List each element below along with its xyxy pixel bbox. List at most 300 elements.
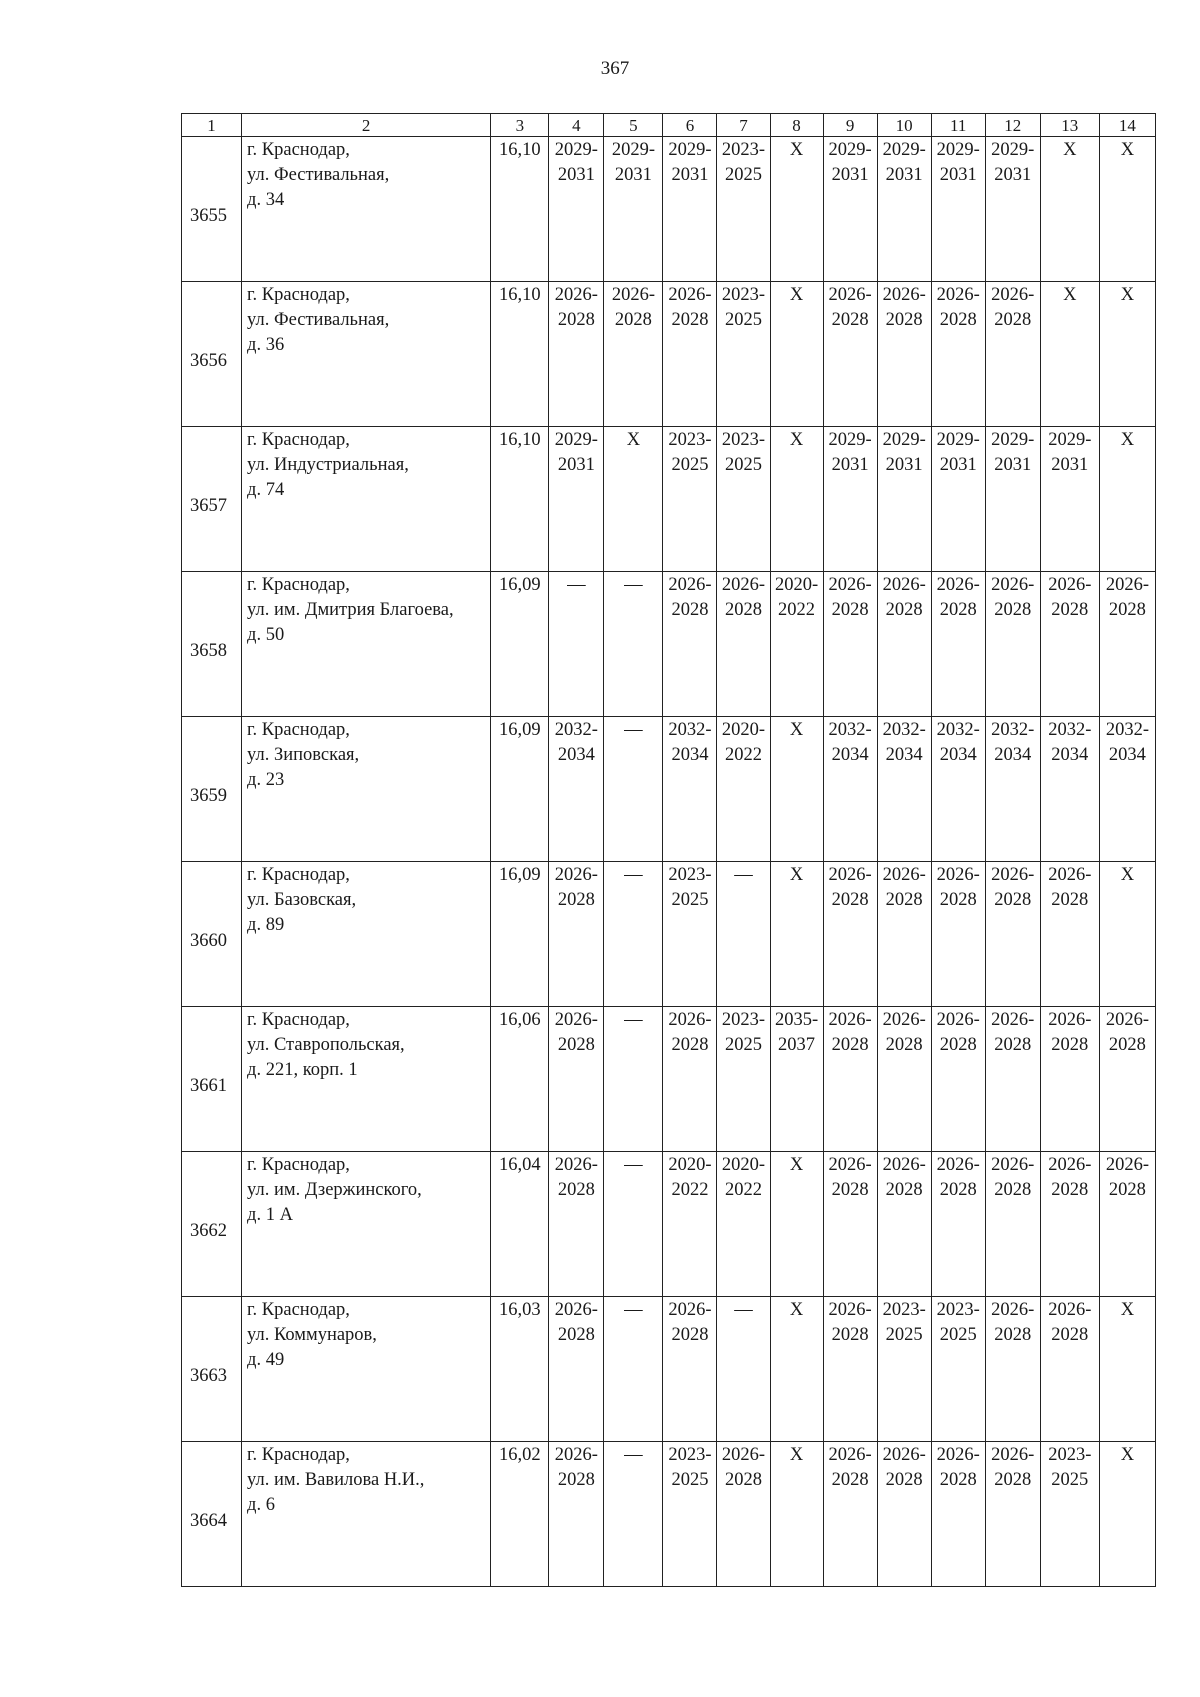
area-value: 16,09 — [491, 572, 549, 717]
address-line: д. 74 — [247, 480, 285, 500]
schedule-period: 2023- 2025 — [721, 140, 766, 185]
schedule-period: 2026- 2028 — [554, 1445, 598, 1490]
record-number: 3658 — [182, 572, 242, 717]
table-row — [182, 862, 1156, 1007]
schedule-period: 2032- 2034 — [828, 720, 872, 765]
schedule-period: X — [1063, 140, 1077, 160]
address-line: д. 221, корп. 1 — [247, 1060, 358, 1080]
schedule-cell-col-9 — [823, 282, 877, 427]
schedule-period: X — [789, 1445, 804, 1465]
record-number: 3657 — [182, 427, 242, 572]
schedule-cell-col-4 — [549, 137, 604, 282]
schedule-period: — — [734, 1300, 753, 1320]
schedule-period: 2026- 2028 — [882, 865, 926, 910]
schedule-cell-col-12 — [985, 1007, 1040, 1152]
address-line: ул. Ставропольская, — [247, 1035, 405, 1055]
schedule-period: 2026- 2028 — [991, 865, 1035, 910]
schedule-period: 2026- 2028 — [991, 1300, 1035, 1345]
schedule-cell-col-12 — [985, 1442, 1040, 1587]
schedule-period: 2026- 2028 — [611, 285, 655, 330]
address-line: д. 23 — [247, 770, 285, 790]
schedule-cell-col-5 — [604, 137, 663, 282]
schedule-period: X — [789, 1300, 804, 1320]
address-line: ул. Коммунаров, — [247, 1325, 377, 1345]
schedule-cell-col-8 — [770, 717, 823, 862]
schedule-period: 2026- 2028 — [554, 1010, 598, 1055]
address-line: д. 1 А — [247, 1205, 293, 1225]
schedule-cell-col-13 — [1040, 1442, 1099, 1587]
schedule-period: 2026- 2028 — [828, 1155, 872, 1200]
schedule-cell-col-5 — [604, 282, 663, 427]
schedule-cell-col-8 — [770, 1152, 823, 1297]
schedule-period: 2029- 2031 — [991, 140, 1035, 185]
schedule-cell-col-4 — [549, 427, 604, 572]
schedule-cell-col-4 — [549, 717, 604, 862]
address-line: ул. Базовская, — [247, 890, 357, 910]
schedule-period: 2026- 2028 — [882, 575, 926, 620]
schedule-cell-col-13 — [1040, 862, 1099, 1007]
schedule-cell-col-13 — [1040, 1007, 1099, 1152]
schedule-period: 2026- 2028 — [882, 1155, 926, 1200]
address-line: д. 89 — [247, 915, 285, 935]
schedule-period: 2023- 2025 — [668, 865, 712, 910]
building-address — [242, 137, 491, 282]
schedule-period: X — [789, 430, 804, 450]
schedule-cell-col-7 — [717, 427, 770, 572]
schedule-cell-col-6 — [663, 1442, 717, 1587]
schedule-period: 2026- 2028 — [936, 1155, 980, 1200]
schedule-cell-col-14 — [1099, 1007, 1155, 1152]
schedule-cell-col-6 — [663, 1007, 717, 1152]
schedule-period: 2026- 2028 — [554, 285, 598, 330]
address-line: д. 6 — [247, 1495, 275, 1515]
schedule-period: X — [1120, 1445, 1135, 1465]
schedule-cell-col-14 — [1099, 717, 1155, 862]
schedule-period: 2026- 2028 — [1105, 1155, 1149, 1200]
schedule-period: 2026- 2028 — [1105, 575, 1149, 620]
address-line: д. 34 — [247, 190, 285, 210]
schedule-period: 2026- 2028 — [1105, 1010, 1149, 1055]
building-address — [242, 282, 491, 427]
schedule-cell-col-14 — [1099, 1442, 1155, 1587]
building-address — [242, 717, 491, 862]
schedule-period: 2032- 2034 — [668, 720, 712, 765]
schedule-period: 2026- 2028 — [554, 1300, 598, 1345]
record-number: 3664 — [182, 1442, 242, 1587]
schedule-cell-col-8 — [770, 427, 823, 572]
schedule-cell-col-11 — [931, 717, 985, 862]
schedule-period: — — [567, 575, 586, 595]
schedule-cell-col-13 — [1040, 1297, 1099, 1442]
schedule-period: 2026- 2028 — [721, 1445, 766, 1490]
schedule-cell-col-7 — [717, 717, 770, 862]
schedule-period: X — [789, 865, 804, 885]
address-line: г. Краснодар, — [247, 720, 350, 740]
schedule-period: X — [789, 1155, 804, 1175]
schedule-cell-col-7 — [717, 572, 770, 717]
schedule-period: — — [624, 575, 643, 595]
address-line: д. 49 — [247, 1350, 285, 1370]
schedule-cell-col-6 — [663, 717, 717, 862]
schedule-cell-col-13 — [1040, 572, 1099, 717]
schedule-cell-col-12 — [985, 282, 1040, 427]
column-header-7: 7 — [717, 114, 770, 137]
schedule-period: — — [624, 720, 643, 740]
address-line: ул. Фестивальная, — [247, 165, 390, 185]
schedule-period: 2026- 2028 — [554, 865, 598, 910]
schedule-cell-col-13 — [1040, 717, 1099, 862]
schedule-cell-col-4 — [549, 862, 604, 1007]
schedule-cell-col-10 — [877, 1007, 931, 1152]
schedule-cell-col-5 — [604, 862, 663, 1007]
building-address — [242, 1297, 491, 1442]
schedule-cell-col-11 — [931, 1297, 985, 1442]
schedule-period: 2026- 2028 — [1048, 1300, 1092, 1345]
schedule-period: 2026- 2028 — [554, 1155, 598, 1200]
schedule-period: 2029- 2031 — [882, 140, 926, 185]
table-body — [182, 137, 1156, 1587]
schedule-period: X — [789, 140, 804, 160]
schedule-cell-col-13 — [1040, 1152, 1099, 1297]
schedule-cell-col-9 — [823, 427, 877, 572]
address-line: г. Краснодар, — [247, 865, 350, 885]
schedule-cell-col-7 — [717, 1442, 770, 1587]
record-number: 3659 — [182, 717, 242, 862]
schedule-cell-col-12 — [985, 717, 1040, 862]
schedule-cell-col-14 — [1099, 572, 1155, 717]
schedule-period: 2026- 2028 — [991, 1155, 1035, 1200]
schedule-cell-col-6 — [663, 862, 717, 1007]
schedule-period: 2026- 2028 — [882, 1445, 926, 1490]
schedule-cell-col-4 — [549, 1007, 604, 1152]
building-address — [242, 862, 491, 1007]
table-row — [182, 1442, 1156, 1587]
column-header-10: 10 — [877, 114, 931, 137]
schedule-period: 2023- 2025 — [882, 1300, 926, 1345]
table-row — [182, 1007, 1156, 1152]
address-line: г. Краснодар, — [247, 140, 350, 160]
area-value: 16,10 — [491, 137, 549, 282]
record-number: 3661 — [182, 1007, 242, 1152]
schedule-cell-col-8 — [770, 572, 823, 717]
schedule-cell-col-14 — [1099, 1297, 1155, 1442]
schedule-period: 2026- 2028 — [991, 285, 1035, 330]
schedule-period: 2026- 2028 — [882, 1010, 926, 1055]
schedule-cell-col-5 — [604, 1297, 663, 1442]
schedule-period: — — [734, 865, 753, 885]
schedule-cell-col-9 — [823, 137, 877, 282]
record-number: 3656 — [182, 282, 242, 427]
schedule-period: 2026- 2028 — [936, 1445, 980, 1490]
schedule-period: 2035- 2037 — [774, 1010, 819, 1055]
address-line: ул. Фестивальная, — [247, 310, 390, 330]
schedule-period: 2020- 2022 — [668, 1155, 712, 1200]
schedule-period: 2029- 2031 — [936, 430, 980, 475]
schedule-period: 2029- 2031 — [611, 140, 655, 185]
schedule-cell-col-8 — [770, 137, 823, 282]
table-row — [182, 427, 1156, 572]
table-row — [182, 717, 1156, 862]
schedule-cell-col-5 — [604, 1442, 663, 1587]
column-header-13: 13 — [1040, 114, 1099, 137]
schedule-period: 2020- 2022 — [721, 1155, 766, 1200]
schedule-period: — — [624, 1010, 643, 1030]
schedule-cell-col-12 — [985, 427, 1040, 572]
schedule-period: 2026- 2028 — [1048, 865, 1092, 910]
area-value: 16,03 — [491, 1297, 549, 1442]
schedule-cell-col-14 — [1099, 1152, 1155, 1297]
area-value: 16,06 — [491, 1007, 549, 1152]
schedule-cell-col-7 — [717, 862, 770, 1007]
schedule-period: X — [1120, 285, 1135, 305]
schedule-period: 2026- 2028 — [828, 575, 872, 620]
schedule-cell-col-8 — [770, 282, 823, 427]
schedule-period: 2026- 2028 — [936, 285, 980, 330]
schedule-period: 2026- 2028 — [721, 575, 766, 620]
schedule-period: 2029- 2031 — [991, 430, 1035, 475]
schedule-period: 2029- 2031 — [882, 430, 926, 475]
schedule-cell-col-10 — [877, 427, 931, 572]
schedule-cell-col-12 — [985, 137, 1040, 282]
schedule-cell-col-13 — [1040, 427, 1099, 572]
address-line: г. Краснодар, — [247, 285, 350, 305]
schedule-period: — — [624, 1300, 643, 1320]
schedule-period: 2023- 2025 — [721, 1010, 766, 1055]
schedule-period: 2026- 2028 — [991, 1445, 1035, 1490]
schedule-cell-col-11 — [931, 572, 985, 717]
schedule-cell-col-7 — [717, 1007, 770, 1152]
schedule-period: 2029- 2031 — [1048, 430, 1092, 475]
column-header-1: 1 — [182, 114, 242, 137]
schedule-cell-col-7 — [717, 1152, 770, 1297]
column-header-14: 14 — [1099, 114, 1155, 137]
schedule-cell-col-8 — [770, 1007, 823, 1152]
schedule-cell-col-14 — [1099, 137, 1155, 282]
schedule-cell-col-5 — [604, 572, 663, 717]
page-number: 367 — [600, 58, 630, 79]
address-line: ул. Зиповская, — [247, 745, 360, 765]
schedule-cell-col-9 — [823, 717, 877, 862]
schedule-period: X — [626, 430, 641, 450]
schedule-period: 2026- 2028 — [668, 1300, 712, 1345]
schedule-period: 2026- 2028 — [668, 575, 712, 620]
schedule-period: 2029- 2031 — [554, 430, 598, 475]
schedule-period: 2026- 2028 — [991, 1010, 1035, 1055]
schedule-cell-col-7 — [717, 282, 770, 427]
header-row — [182, 114, 1156, 137]
column-header-9: 9 — [823, 114, 877, 137]
column-header-6: 6 — [663, 114, 717, 137]
schedule-period: X — [1120, 1300, 1135, 1320]
column-header-8: 8 — [770, 114, 823, 137]
schedule-cell-col-12 — [985, 572, 1040, 717]
schedule-cell-col-6 — [663, 1297, 717, 1442]
schedule-cell-col-4 — [549, 1297, 604, 1442]
schedule-period: 2023- 2025 — [721, 430, 766, 475]
schedule-cell-col-5 — [604, 1007, 663, 1152]
housing-repair-schedule-table — [181, 113, 1156, 1587]
schedule-cell-col-8 — [770, 1297, 823, 1442]
building-address — [242, 572, 491, 717]
schedule-period: X — [1120, 430, 1135, 450]
schedule-cell-col-13 — [1040, 137, 1099, 282]
schedule-cell-col-10 — [877, 282, 931, 427]
building-address — [242, 427, 491, 572]
area-value: 16,09 — [491, 862, 549, 1007]
area-value: 16,10 — [491, 282, 549, 427]
column-header-5: 5 — [604, 114, 663, 137]
schedule-cell-col-11 — [931, 1152, 985, 1297]
address-line: г. Краснодар, — [247, 575, 350, 595]
schedule-cell-col-9 — [823, 572, 877, 717]
area-value: 16,10 — [491, 427, 549, 572]
schedule-period: X — [789, 285, 804, 305]
schedule-cell-col-4 — [549, 1442, 604, 1587]
schedule-period: X — [789, 720, 804, 740]
building-address — [242, 1152, 491, 1297]
schedule-cell-col-7 — [717, 1297, 770, 1442]
schedule-cell-col-5 — [604, 717, 663, 862]
schedule-cell-col-8 — [770, 862, 823, 1007]
schedule-cell-col-9 — [823, 1007, 877, 1152]
schedule-cell-col-10 — [877, 1152, 931, 1297]
schedule-cell-col-14 — [1099, 427, 1155, 572]
schedule-period: 2029- 2031 — [828, 430, 872, 475]
schedule-cell-col-10 — [877, 1297, 931, 1442]
schedule-period: 2023- 2025 — [668, 1445, 712, 1490]
schedule-period: 2032- 2034 — [936, 720, 980, 765]
schedule-cell-col-8 — [770, 1442, 823, 1587]
schedule-cell-col-5 — [604, 427, 663, 572]
schedule-cell-col-10 — [877, 572, 931, 717]
schedule-period: 2026- 2028 — [668, 1010, 712, 1055]
schedule-period: 2026- 2028 — [1048, 575, 1092, 620]
schedule-cell-col-12 — [985, 1152, 1040, 1297]
schedule-period: 2032- 2034 — [1105, 720, 1149, 765]
schedule-period: 2026- 2028 — [882, 285, 926, 330]
address-line: г. Краснодар, — [247, 1445, 350, 1465]
schedule-period: 2023- 2025 — [936, 1300, 980, 1345]
schedule-cell-col-14 — [1099, 282, 1155, 427]
schedule-cell-col-11 — [931, 137, 985, 282]
column-header-12: 12 — [985, 114, 1040, 137]
address-line: д. 36 — [247, 335, 285, 355]
table-row — [182, 1152, 1156, 1297]
table-row — [182, 572, 1156, 717]
schedule-period: X — [1120, 140, 1135, 160]
schedule-period: 2026- 2028 — [828, 285, 872, 330]
schedule-period: 2020- 2022 — [774, 575, 819, 620]
address-line: д. 50 — [247, 625, 285, 645]
area-value: 16,04 — [491, 1152, 549, 1297]
schedule-cell-col-11 — [931, 427, 985, 572]
building-address — [242, 1007, 491, 1152]
schedule-period: 2026- 2028 — [936, 575, 980, 620]
schedule-period: 2026- 2028 — [668, 285, 712, 330]
schedule-cell-col-11 — [931, 282, 985, 427]
schedule-cell-col-10 — [877, 717, 931, 862]
schedule-period: 2026- 2028 — [828, 865, 872, 910]
schedule-period: 2029- 2031 — [936, 140, 980, 185]
table-row — [182, 282, 1156, 427]
schedule-cell-col-6 — [663, 282, 717, 427]
column-header-4: 4 — [549, 114, 604, 137]
address-line: г. Краснодар, — [247, 430, 350, 450]
table-row — [182, 137, 1156, 282]
schedule-cell-col-12 — [985, 1297, 1040, 1442]
schedule-period: 2026- 2028 — [828, 1300, 872, 1345]
schedule-period: 2023- 2025 — [1048, 1445, 1092, 1490]
schedule-period: 2026- 2028 — [936, 1010, 980, 1055]
schedule-period: 2029- 2031 — [828, 140, 872, 185]
schedule-cell-col-11 — [931, 1442, 985, 1587]
schedule-period: 2026- 2028 — [1048, 1010, 1092, 1055]
address-line: г. Краснодар, — [247, 1155, 350, 1175]
schedule-period: X — [1120, 865, 1135, 885]
schedule-cell-col-5 — [604, 1152, 663, 1297]
schedule-cell-col-4 — [549, 1152, 604, 1297]
schedule-cell-col-4 — [549, 572, 604, 717]
address-line: г. Краснодар, — [247, 1300, 350, 1320]
schedule-period: 2020- 2022 — [721, 720, 766, 765]
schedule-cell-col-6 — [663, 1152, 717, 1297]
address-line: ул. им. Дмитрия Благоева, — [247, 600, 454, 620]
building-address — [242, 1442, 491, 1587]
schedule-period: 2032- 2034 — [882, 720, 926, 765]
address-line: ул. им. Вавилова Н.И., — [247, 1470, 425, 1490]
schedule-period: 2026- 2028 — [936, 865, 980, 910]
schedule-period: 2032- 2034 — [1048, 720, 1092, 765]
schedule-cell-col-14 — [1099, 862, 1155, 1007]
schedule-period: 2029- 2031 — [554, 140, 598, 185]
area-value: 16,02 — [491, 1442, 549, 1587]
schedule-period: 2032- 2034 — [991, 720, 1035, 765]
record-number: 3660 — [182, 862, 242, 1007]
schedule-cell-col-10 — [877, 862, 931, 1007]
schedule-cell-col-10 — [877, 1442, 931, 1587]
schedule-cell-col-11 — [931, 1007, 985, 1152]
column-header-11: 11 — [931, 114, 985, 137]
schedule-cell-col-4 — [549, 282, 604, 427]
schedule-period: 2026- 2028 — [828, 1010, 872, 1055]
schedule-period: — — [624, 1445, 643, 1465]
schedule-period: X — [1063, 285, 1077, 305]
column-header-2: 2 — [242, 114, 491, 137]
schedule-period: 2023- 2025 — [721, 285, 766, 330]
schedule-cell-col-7 — [717, 137, 770, 282]
schedule-period: 2026- 2028 — [828, 1445, 872, 1490]
table-header — [182, 114, 1156, 137]
schedule-period: 2026- 2028 — [991, 575, 1035, 620]
column-header-3: 3 — [491, 114, 549, 137]
schedule-period: — — [624, 865, 643, 885]
address-line: г. Краснодар, — [247, 1010, 350, 1030]
schedule-cell-col-9 — [823, 1442, 877, 1587]
address-line: ул. им. Дзержинского, — [247, 1180, 422, 1200]
schedule-cell-col-6 — [663, 427, 717, 572]
schedule-cell-col-13 — [1040, 282, 1099, 427]
schedule-cell-col-9 — [823, 862, 877, 1007]
schedule-cell-col-9 — [823, 1152, 877, 1297]
schedule-cell-col-12 — [985, 862, 1040, 1007]
address-line: ул. Индустриальная, — [247, 455, 409, 475]
schedule-cell-col-10 — [877, 137, 931, 282]
schedule-period: 2032- 2034 — [554, 720, 598, 765]
schedule-period: 2023- 2025 — [668, 430, 712, 475]
area-value: 16,09 — [491, 717, 549, 862]
schedule-period: — — [624, 1155, 643, 1175]
schedule-cell-col-11 — [931, 862, 985, 1007]
